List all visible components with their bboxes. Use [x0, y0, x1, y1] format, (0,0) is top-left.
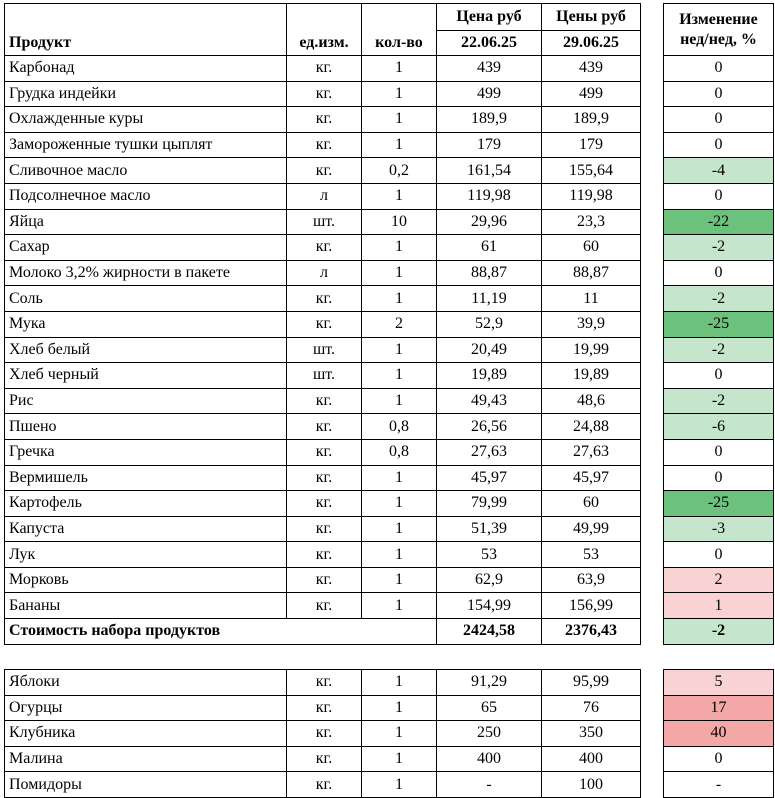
header-unit: ед.изм.	[287, 4, 362, 56]
price-week1: 26,56	[437, 414, 542, 440]
price-week1: 29,96	[437, 209, 542, 235]
change-value: -22	[664, 209, 774, 235]
price-week2: 88,87	[542, 260, 641, 286]
product-unit: л	[287, 260, 362, 286]
price-week1: 20,49	[437, 337, 542, 363]
price-week1: 250	[437, 721, 542, 747]
change-value: -2	[664, 337, 774, 363]
change-row	[664, 721, 774, 747]
price-week2: 400	[542, 746, 641, 772]
price-week2: 11	[542, 286, 641, 312]
product-unit: кг.	[287, 465, 362, 491]
change-row	[664, 542, 774, 568]
change-row	[664, 491, 774, 517]
total-label: Стоимость набора продуктов	[5, 619, 437, 645]
change-row	[664, 516, 774, 542]
change-value: -	[664, 772, 774, 798]
product-name: Огурцы	[5, 695, 287, 721]
price-week1: 52,9	[437, 311, 542, 337]
change-row	[664, 260, 774, 286]
product-name: Хлеб черный	[5, 363, 287, 389]
change-row	[664, 439, 774, 465]
price-week1: 53	[437, 542, 542, 568]
price-week2: 76	[542, 695, 641, 721]
price-week2: 63,9	[542, 567, 641, 593]
product-name: Грудка индейки	[5, 81, 287, 107]
price-week1: 189,9	[437, 107, 542, 133]
product-qty: 0,2	[362, 158, 437, 184]
price-week2: 24,88	[542, 414, 641, 440]
change-value: 0	[664, 107, 774, 133]
price-week1: -	[437, 772, 542, 798]
product-qty: 1	[362, 670, 437, 696]
product-name: Соль	[5, 286, 287, 312]
product-name: Гречка	[5, 439, 287, 465]
change-header	[664, 4, 774, 56]
price-week1: 400	[437, 746, 542, 772]
change-value: 0	[664, 81, 774, 107]
price-week1: 88,87	[437, 260, 542, 286]
product-name: Помидоры	[5, 772, 287, 798]
change-row	[664, 56, 774, 82]
product-unit: кг.	[287, 567, 362, 593]
product-unit: шт.	[287, 337, 362, 363]
product-unit: кг.	[287, 81, 362, 107]
change-value: 0	[664, 183, 774, 209]
change-header-line2: нед/нед, %	[680, 30, 757, 48]
change-row	[664, 363, 774, 389]
change-row	[664, 183, 774, 209]
product-name: Рис	[5, 388, 287, 414]
price-week2: 45,97	[542, 465, 641, 491]
product-unit: кг.	[287, 695, 362, 721]
total-change-value: -2	[664, 619, 774, 645]
product-unit: кг.	[287, 593, 362, 619]
header-price2-date: 29.06.25	[542, 31, 641, 56]
header-row-top	[5, 4, 641, 31]
product-name: Морковь	[5, 567, 287, 593]
price-week1: 19,89	[437, 363, 542, 389]
change-value: -2	[664, 388, 774, 414]
table-row	[5, 542, 641, 568]
product-name: Мука	[5, 311, 287, 337]
product-qty: 1	[362, 337, 437, 363]
change-value: 5	[664, 670, 774, 696]
change-value: -25	[664, 491, 774, 517]
product-unit: шт.	[287, 363, 362, 389]
product-name: Хлеб белый	[5, 337, 287, 363]
table-row	[5, 491, 641, 517]
table-row	[5, 363, 641, 389]
table-row	[5, 721, 641, 747]
price-week2: 23,3	[542, 209, 641, 235]
product-qty: 1	[362, 542, 437, 568]
product-qty: 1	[362, 746, 437, 772]
price-week2: 39,9	[542, 311, 641, 337]
change-row	[664, 695, 774, 721]
price-week1: 79,99	[437, 491, 542, 517]
product-unit: кг.	[287, 746, 362, 772]
price-table	[4, 3, 641, 645]
change-value: -25	[664, 311, 774, 337]
price-week1: 154,99	[437, 593, 542, 619]
product-unit: кг.	[287, 286, 362, 312]
product-qty: 1	[362, 286, 437, 312]
table-row	[5, 772, 641, 798]
product-qty: 1	[362, 56, 437, 82]
table-row	[5, 593, 641, 619]
change-row	[664, 465, 774, 491]
change-value: 2	[664, 567, 774, 593]
change-value: 0	[664, 56, 774, 82]
product-qty: 1	[362, 721, 437, 747]
table-row	[5, 209, 641, 235]
product-qty: 0,8	[362, 414, 437, 440]
change-row	[664, 158, 774, 184]
product-unit: кг.	[287, 772, 362, 798]
price-week2: 499	[542, 81, 641, 107]
change-value: 0	[664, 363, 774, 389]
product-unit: кг.	[287, 107, 362, 133]
product-qty: 0,8	[362, 439, 437, 465]
price-week2: 60	[542, 235, 641, 261]
change-row	[664, 772, 774, 798]
product-qty: 1	[362, 388, 437, 414]
price-week1: 51,39	[437, 516, 542, 542]
product-unit: кг.	[287, 235, 362, 261]
change-value: -4	[664, 158, 774, 184]
product-name: Охлажденные куры	[5, 107, 287, 133]
table-row	[5, 414, 641, 440]
product-qty: 1	[362, 465, 437, 491]
product-qty: 1	[362, 260, 437, 286]
table-row	[5, 107, 641, 133]
product-unit: кг.	[287, 670, 362, 696]
product-name: Замороженные тушки цыплят	[5, 132, 287, 158]
table-row	[5, 260, 641, 286]
change-value: 0	[664, 746, 774, 772]
total-change-row	[664, 619, 774, 645]
product-unit: кг.	[287, 132, 362, 158]
change-row	[664, 567, 774, 593]
change-header-row	[664, 4, 774, 56]
price-week2: 49,99	[542, 516, 641, 542]
price-week1: 499	[437, 81, 542, 107]
total-price-week1: 2424,58	[437, 619, 542, 645]
product-unit: кг.	[287, 311, 362, 337]
table-row	[5, 311, 641, 337]
table-row	[5, 567, 641, 593]
change-row	[664, 311, 774, 337]
price-week2: 179	[542, 132, 641, 158]
change-table	[663, 3, 774, 645]
product-unit: кг.	[287, 721, 362, 747]
table-row	[5, 670, 641, 696]
product-name: Вермишель	[5, 465, 287, 491]
change-value: 1	[664, 593, 774, 619]
product-name: Сахар	[5, 235, 287, 261]
table-row	[5, 286, 641, 312]
product-qty: 1	[362, 516, 437, 542]
table-row	[5, 516, 641, 542]
change-value: -2	[664, 286, 774, 312]
change-value: -2	[664, 235, 774, 261]
extra-price-table	[4, 669, 641, 798]
product-name: Яйца	[5, 209, 287, 235]
change-row	[664, 670, 774, 696]
table-row	[5, 695, 641, 721]
table-row	[5, 388, 641, 414]
price-week1: 11,19	[437, 286, 542, 312]
product-qty: 1	[362, 695, 437, 721]
table-row	[5, 56, 641, 82]
product-unit: кг.	[287, 56, 362, 82]
table-row	[5, 465, 641, 491]
product-unit: кг.	[287, 542, 362, 568]
price-week2: 53	[542, 542, 641, 568]
price-week2: 350	[542, 721, 641, 747]
product-qty: 1	[362, 593, 437, 619]
extra-change-table	[663, 669, 774, 798]
product-qty: 1	[362, 235, 437, 261]
price-week1: 61	[437, 235, 542, 261]
header-price1-label: Цена руб	[437, 4, 542, 31]
product-unit: кг.	[287, 158, 362, 184]
total-row	[5, 619, 641, 645]
table-row	[5, 81, 641, 107]
change-row	[664, 132, 774, 158]
header-price1-date: 22.06.25	[437, 31, 542, 56]
table-row	[5, 183, 641, 209]
change-row	[664, 593, 774, 619]
product-qty: 1	[362, 772, 437, 798]
change-value: 17	[664, 695, 774, 721]
product-name: Подсолнечное масло	[5, 183, 287, 209]
change-value: 0	[664, 439, 774, 465]
product-unit: кг.	[287, 388, 362, 414]
product-name: Клубника	[5, 721, 287, 747]
price-week2: 95,99	[542, 670, 641, 696]
product-qty: 1	[362, 81, 437, 107]
table-row	[5, 158, 641, 184]
price-week1: 27,63	[437, 439, 542, 465]
price-week1: 439	[437, 56, 542, 82]
change-row	[664, 235, 774, 261]
table-row	[5, 132, 641, 158]
price-week1: 49,43	[437, 388, 542, 414]
product-qty: 2	[362, 311, 437, 337]
table-row	[5, 746, 641, 772]
product-qty: 1	[362, 491, 437, 517]
product-unit: кг.	[287, 491, 362, 517]
price-week1: 179	[437, 132, 542, 158]
product-name: Картофель	[5, 491, 287, 517]
product-name: Бананы	[5, 593, 287, 619]
product-name: Карбонад	[5, 56, 287, 82]
header-qty: кол-во	[362, 4, 437, 56]
change-row	[664, 337, 774, 363]
change-row	[664, 286, 774, 312]
change-value: 0	[664, 465, 774, 491]
price-week1: 45,97	[437, 465, 542, 491]
table-row	[5, 439, 641, 465]
product-unit: кг.	[287, 414, 362, 440]
price-week2: 439	[542, 56, 641, 82]
change-value: 0	[664, 542, 774, 568]
price-week1: 62,9	[437, 567, 542, 593]
change-value: 40	[664, 721, 774, 747]
price-week1: 119,98	[437, 183, 542, 209]
change-row	[664, 388, 774, 414]
product-name: Лук	[5, 542, 287, 568]
product-unit: шт.	[287, 209, 362, 235]
price-week2: 27,63	[542, 439, 641, 465]
header-price2-label: Цены руб	[542, 4, 641, 31]
price-week2: 60	[542, 491, 641, 517]
price-week2: 48,6	[542, 388, 641, 414]
change-row	[664, 414, 774, 440]
change-row	[664, 209, 774, 235]
product-name: Яблоки	[5, 670, 287, 696]
change-row	[664, 107, 774, 133]
price-week2: 155,64	[542, 158, 641, 184]
product-qty: 1	[362, 107, 437, 133]
product-name: Капуста	[5, 516, 287, 542]
price-week2: 19,89	[542, 363, 641, 389]
product-name: Пшено	[5, 414, 287, 440]
product-unit: л	[287, 183, 362, 209]
change-row	[664, 746, 774, 772]
change-value: 0	[664, 132, 774, 158]
table-row	[5, 337, 641, 363]
price-week2: 119,98	[542, 183, 641, 209]
product-qty: 1	[362, 567, 437, 593]
header-product: Продукт	[5, 4, 287, 56]
product-name: Малина	[5, 746, 287, 772]
change-value: 0	[664, 260, 774, 286]
price-week1: 91,29	[437, 670, 542, 696]
product-name: Сливочное масло	[5, 158, 287, 184]
product-qty: 1	[362, 183, 437, 209]
product-name: Молоко 3,2% жирности в пакете	[5, 260, 287, 286]
product-unit: кг.	[287, 516, 362, 542]
product-unit: кг.	[287, 439, 362, 465]
price-week2: 19,99	[542, 337, 641, 363]
total-price-week2: 2376,43	[542, 619, 641, 645]
price-week2: 189,9	[542, 107, 641, 133]
product-qty: 1	[362, 363, 437, 389]
change-header-line1: Изменение	[679, 10, 758, 28]
price-week1: 161,54	[437, 158, 542, 184]
product-qty: 1	[362, 132, 437, 158]
price-week1: 65	[437, 695, 542, 721]
price-week2: 100	[542, 772, 641, 798]
change-value: -6	[664, 414, 774, 440]
change-value: -3	[664, 516, 774, 542]
table-row	[5, 235, 641, 261]
price-week2: 156,99	[542, 593, 641, 619]
change-row	[664, 81, 774, 107]
product-qty: 10	[362, 209, 437, 235]
